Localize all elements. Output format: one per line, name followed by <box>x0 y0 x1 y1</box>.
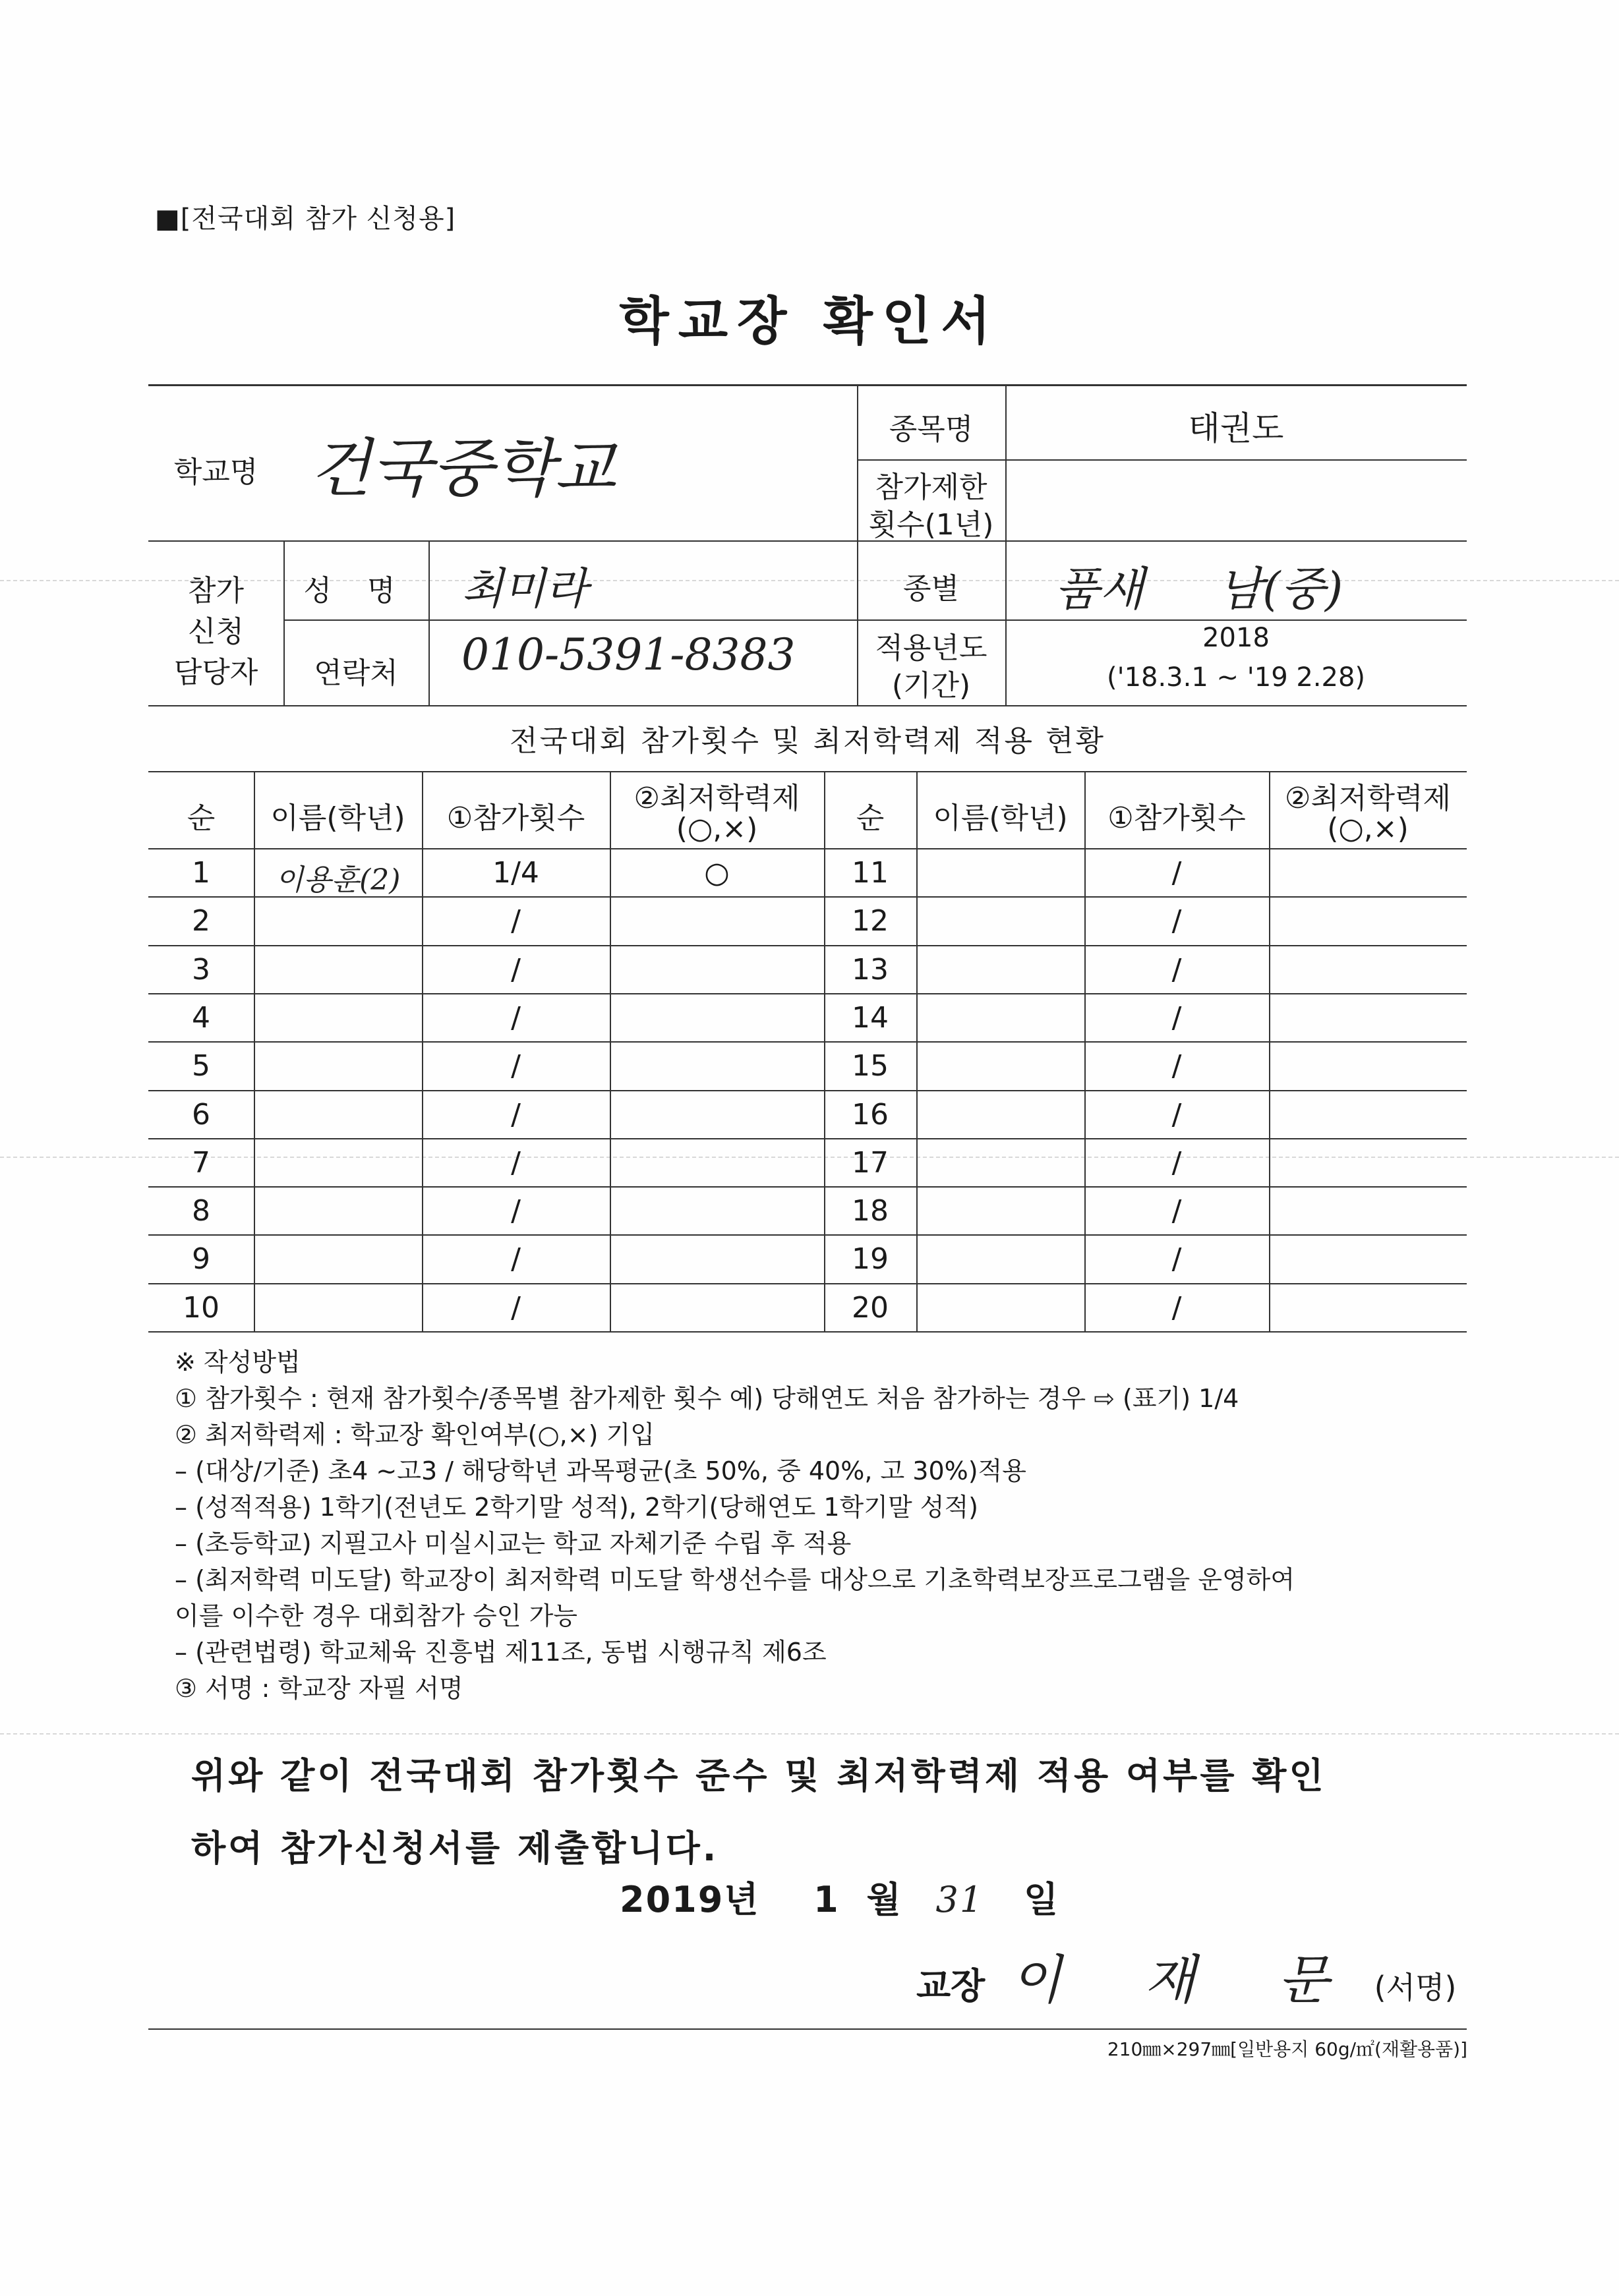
note-line: ② 최저학력제 : 학교장 확인여부(○,×) 기입 <box>175 1420 655 1449</box>
row-number: 14 <box>852 1001 889 1035</box>
date-day-unit: 일 <box>1024 1879 1060 1920</box>
principal-label: 교장 <box>916 1965 986 2007</box>
note-line: – (초등학교) 지필고사 미실시교는 학교 자체기준 수립 후 적용 <box>175 1529 852 1558</box>
participation-count-cell[interactable]: / <box>511 1001 521 1035</box>
declaration-line-2: 하여 참가신청서를 제출합니다. <box>191 1827 719 1869</box>
note-line: ③ 서명 : 학교장 자필 서명 <box>175 1674 463 1703</box>
declaration-line-1: 위와 같이 전국대회 참가횟수 준수 및 최저학력제 적용 여부를 확인 <box>191 1755 1326 1796</box>
participation-count-cell[interactable]: / <box>511 1291 521 1325</box>
seal-label: (서명) <box>1374 1970 1457 2005</box>
row-number: 18 <box>852 1194 889 1228</box>
col-header-grade-ox: (○,×) <box>676 812 758 846</box>
manager-label-3: 담당자 <box>173 656 258 689</box>
col-header-grade-2: ②최저학력제 <box>1285 782 1451 815</box>
col-header-count-2: ①참가횟수 <box>1107 801 1246 835</box>
row-number: 3 <box>192 953 210 987</box>
note-line: – (성적적용) 1학기(전년도 2학기말 성적), 2학기(당해연도 1학기말 성적) <box>175 1493 978 1522</box>
row-number: 8 <box>192 1194 210 1228</box>
writing-instructions <box>175 1344 1295 1707</box>
manager-label-1: 참가 <box>187 574 244 608</box>
date-month[interactable]: 1 <box>813 1879 840 1920</box>
row-divider <box>148 1283 1467 1284</box>
row-divider <box>148 945 1467 946</box>
row-divider <box>148 1331 1467 1333</box>
participation-count-cell[interactable]: / <box>1171 1194 1182 1228</box>
participation-count-cell[interactable]: / <box>1171 1242 1182 1276</box>
participation-count-cell[interactable]: / <box>511 904 521 938</box>
note-line: – (최저학력 미도달) 학교장이 최저학력 미도달 학생선수를 대상으로 기초학력보장프로그램을 운영하여 <box>175 1565 1295 1594</box>
col-header-grade-ox-2: (○,×) <box>1327 812 1409 846</box>
row-divider <box>148 1138 1467 1139</box>
category-label: 종별 <box>902 572 959 606</box>
row-number: 1 <box>192 856 210 890</box>
row-number: 12 <box>852 904 889 938</box>
row-number: 15 <box>852 1049 889 1083</box>
participation-count-cell[interactable]: / <box>1171 1146 1182 1180</box>
year-label-2: (기간) <box>891 669 971 703</box>
col-header-no-2: 순 <box>856 801 885 835</box>
note-line: – (관련법령) 학교체육 진흥법 제11조, 동법 시행규칙 제6조 <box>175 1638 827 1667</box>
event-label: 종목명 <box>889 413 974 446</box>
participation-count-cell[interactable]: / <box>511 953 521 987</box>
participation-count-cell[interactable]: / <box>511 1146 521 1180</box>
participation-count-cell[interactable]: / <box>1171 904 1182 938</box>
row-divider <box>148 1186 1467 1188</box>
row-number: 4 <box>192 1001 210 1035</box>
row-number: 2 <box>192 904 210 938</box>
row-number: 16 <box>852 1098 889 1132</box>
row-number: 11 <box>852 856 889 890</box>
table-caption: 전국대회 참가횟수 및 최저학력제 적용 현황 <box>509 724 1105 758</box>
participation-count-cell[interactable]: / <box>1171 1001 1182 1035</box>
participation-count-cell[interactable]: / <box>1171 856 1182 890</box>
paper-spec-footer: 210㎜×297㎜[일반용지 60g/㎡(재활용품)] <box>1107 2038 1467 2060</box>
col-header-name: 이름(학년) <box>270 801 405 835</box>
participation-count-cell[interactable]: / <box>1171 1049 1182 1083</box>
form-tag: ■[전국대회 참가 신청용] <box>155 204 456 234</box>
row-number: 5 <box>192 1049 210 1083</box>
school-value[interactable]: 건국중학교 <box>310 432 616 505</box>
year-value-2: ('18.3.1 ~ '19 2.28) <box>1106 662 1366 693</box>
limit-label-2: 횟수(1년) <box>868 508 994 542</box>
row-number: 10 <box>183 1291 220 1325</box>
principal-signature-line <box>916 1937 1456 2013</box>
page-title: 학교장 확인서 <box>619 292 1000 351</box>
note-line: – (대상/기준) 초4 ~고3 / 해당학년 과목평균(초 50%, 중 40%, 고 30%)적용 <box>175 1456 1026 1485</box>
participation-count-cell[interactable]: / <box>1171 1291 1182 1325</box>
contact-value[interactable]: 010-5391-8383 <box>461 629 796 680</box>
note-line: 이를 이수한 경우 대회참가 승인 가능 <box>175 1601 578 1630</box>
name-value[interactable]: 최미라 <box>461 563 588 614</box>
name-label: 성 명 <box>303 574 409 608</box>
school-label: 학교명 <box>173 455 258 489</box>
col-header-no: 순 <box>187 801 216 835</box>
col-header-name-2: 이름(학년) <box>933 801 1068 835</box>
participation-count-cell[interactable]: / <box>1171 953 1182 987</box>
event-value[interactable]: 태권도 <box>1188 409 1284 447</box>
date-day[interactable]: 31 <box>935 1879 984 1920</box>
row-divider <box>148 1041 1467 1043</box>
row-number: 13 <box>852 953 889 987</box>
participation-count-cell[interactable]: / <box>511 1098 521 1132</box>
participation-count-cell[interactable]: / <box>511 1194 521 1228</box>
row-number: 6 <box>192 1098 210 1132</box>
min-grade-cell[interactable]: ○ <box>704 856 730 890</box>
row-divider <box>148 1090 1467 1091</box>
participation-count-cell[interactable]: / <box>511 1242 521 1276</box>
col-header-count: ①참가횟수 <box>446 801 585 835</box>
row-divider <box>148 993 1467 994</box>
row-number: 19 <box>852 1242 889 1276</box>
declaration <box>191 1740 1326 1885</box>
year-value-1: 2018 <box>1202 623 1270 653</box>
participation-count-cell[interactable]: 1/4 <box>492 856 539 890</box>
year-label-1: 적용년도 <box>875 631 987 665</box>
manager-label-2: 신청 <box>187 615 244 648</box>
contact-label: 연락처 <box>314 656 398 690</box>
limit-label-1: 참가제한 <box>875 471 987 504</box>
date-year: 2019년 <box>620 1879 760 1920</box>
participation-count-cell[interactable]: / <box>511 1049 521 1083</box>
submission-date <box>620 1872 1059 1922</box>
date-month-unit: 월 <box>866 1879 902 1920</box>
note-line: ※ 작성방법 <box>175 1348 301 1377</box>
row-number: 7 <box>192 1146 210 1180</box>
note-line: ① 참가횟수 : 현재 참가횟수/종목별 참가제한 횟수 예) 당해연도 처음 참가하는 경우 ⇨ (표기) 1/4 <box>175 1384 1239 1413</box>
row-divider <box>148 1234 1467 1236</box>
participation-count-cell[interactable]: / <box>1171 1098 1182 1132</box>
col-header-grade: ②최저학력제 <box>633 782 800 815</box>
row-number: 17 <box>852 1146 889 1180</box>
category-value[interactable]: 품새 남(중) <box>1055 562 1343 616</box>
row-number: 20 <box>852 1291 889 1325</box>
student-name-cell[interactable]: 이용훈(2) <box>275 863 401 897</box>
principal-signature[interactable]: 이 재 문 <box>1011 1949 1362 2011</box>
row-number: 9 <box>192 1242 210 1276</box>
